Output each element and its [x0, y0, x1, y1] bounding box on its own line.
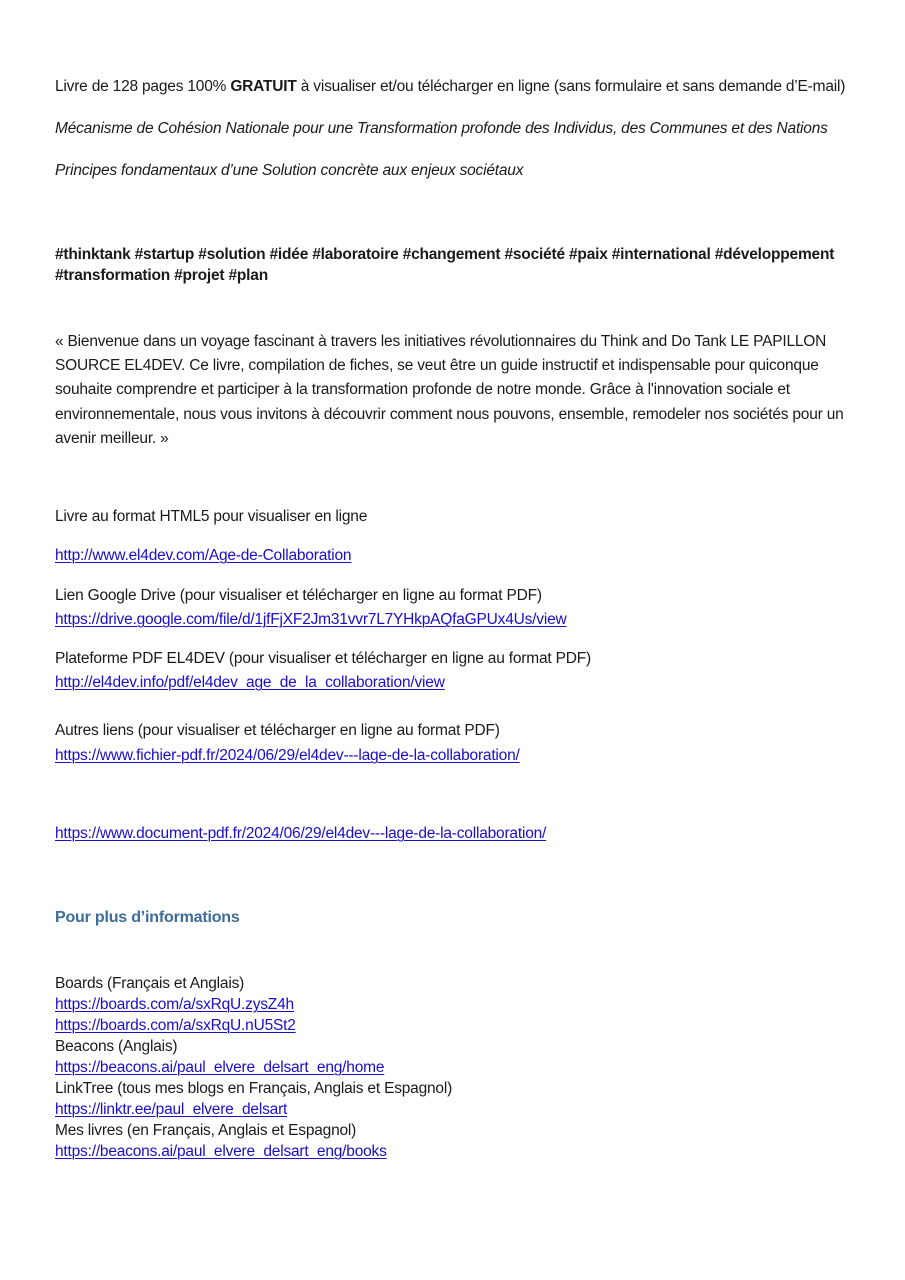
platform-link-row — [55, 672, 855, 693]
gdrive-link[interactable]: https://drive.google.com/file/d/1jfFjXF2Jm31vvr7L7YHkpAQfaGPUx4Us/view — [55, 611, 567, 628]
intro-line1-suffix: à visualiser et/ou télécharger en ligne (sans formulaire et sans demande d’E-mail) — [296, 78, 846, 95]
hashtags: #thinktank #startup #solution #idée #laboratoire #changement #société #paix #international #développement #transformation #projet #plan — [55, 246, 835, 284]
boards-link-2[interactable]: https://boards.com/a/sxRqU.nU5St2 — [55, 1017, 296, 1034]
platform-label: Plateforme PDF EL4DEV (pour visualiser et télécharger en ligne au format PDF) — [55, 650, 591, 667]
intro-line-free-book — [55, 76, 855, 97]
intro-subtitle: Mécanisme de Cohésion Nationale pour une Transformation profonde des Individus, des Communes et des Nations — [55, 120, 828, 137]
beacons-label: Beacons (Anglais) — [55, 1038, 178, 1055]
intro-tagline: Principes fondamentaux d’une Solution concrète aux enjeux sociétaux — [55, 162, 524, 179]
html5-link-row — [55, 545, 855, 566]
books-link[interactable]: https://beacons.ai/paul_elvere_delsart_eng/books — [55, 1143, 387, 1160]
fichier-pdf-link[interactable]: https://www.fichier-pdf.fr/2024/06/29/el4dev---lage-de-la-collaboration/ — [55, 747, 520, 764]
boards-link-row-1 — [55, 994, 855, 1015]
boards-label: Boards (Français et Anglais) — [55, 975, 245, 992]
document-pdf-link[interactable]: https://www.document-pdf.fr/2024/06/29/el4dev---lage-de-la-collaboration/ — [55, 825, 547, 842]
intro-line1-gratuit: GRATUIT — [230, 78, 297, 95]
gdrive-label: Lien Google Drive (pour visualiser et télécharger en ligne au format PDF) — [55, 587, 542, 604]
beacons-link[interactable]: https://beacons.ai/paul_elvere_delsart_eng/home — [55, 1059, 385, 1076]
other-link-row-2 — [55, 823, 855, 844]
html5-link[interactable]: http://www.el4dev.com/Age-de-Collaboration — [55, 547, 352, 564]
html5-label: Livre au format HTML5 pour visualiser en ligne — [55, 508, 368, 525]
books-link-row — [55, 1141, 855, 1162]
welcome-quote: « Bienvenue dans un voyage fascinant à travers les initiatives révolutionnaires du Think and Do Tank LE PAPILLON SOURCE EL4DEV. Ce livre, compilation de fiches, se veut être un guide instructif et indispensable pour quiconque souhaite comprendre et participer à la transformation profonde de notre monde. Grâce à l'innovation sociale et environnementale, nous vous invitons à découvrir comment nous pouvons, ensemble, remodeler nos sociétés pour un avenir meilleur. » — [55, 333, 844, 447]
more-info-heading: Pour plus d’informations — [55, 909, 240, 926]
linktree-link[interactable]: https://linktr.ee/paul_elvere_delsart — [55, 1101, 288, 1118]
boards-link-1[interactable]: https://boards.com/a/sxRqU.zysZ4h — [55, 996, 294, 1013]
linktree-label: LinkTree (tous mes blogs en Français, Anglais et Espagnol) — [55, 1080, 453, 1097]
intro-line1-prefix: Livre de 128 pages 100% — [55, 78, 231, 95]
linktree-link-row — [55, 1099, 855, 1120]
platform-link[interactable]: http://el4dev.info/pdf/el4dev_age_de_la_collaboration/view — [55, 674, 445, 691]
boards-link-row-2 — [55, 1015, 855, 1036]
gdrive-link-row — [55, 609, 855, 630]
other-links-label: Autres liens (pour visualiser et télécharger en ligne au format PDF) — [55, 722, 500, 739]
beacons-link-row — [55, 1057, 855, 1078]
other-link-row-1 — [55, 745, 855, 766]
books-label: Mes livres (en Français, Anglais et Espagnol) — [55, 1122, 357, 1139]
